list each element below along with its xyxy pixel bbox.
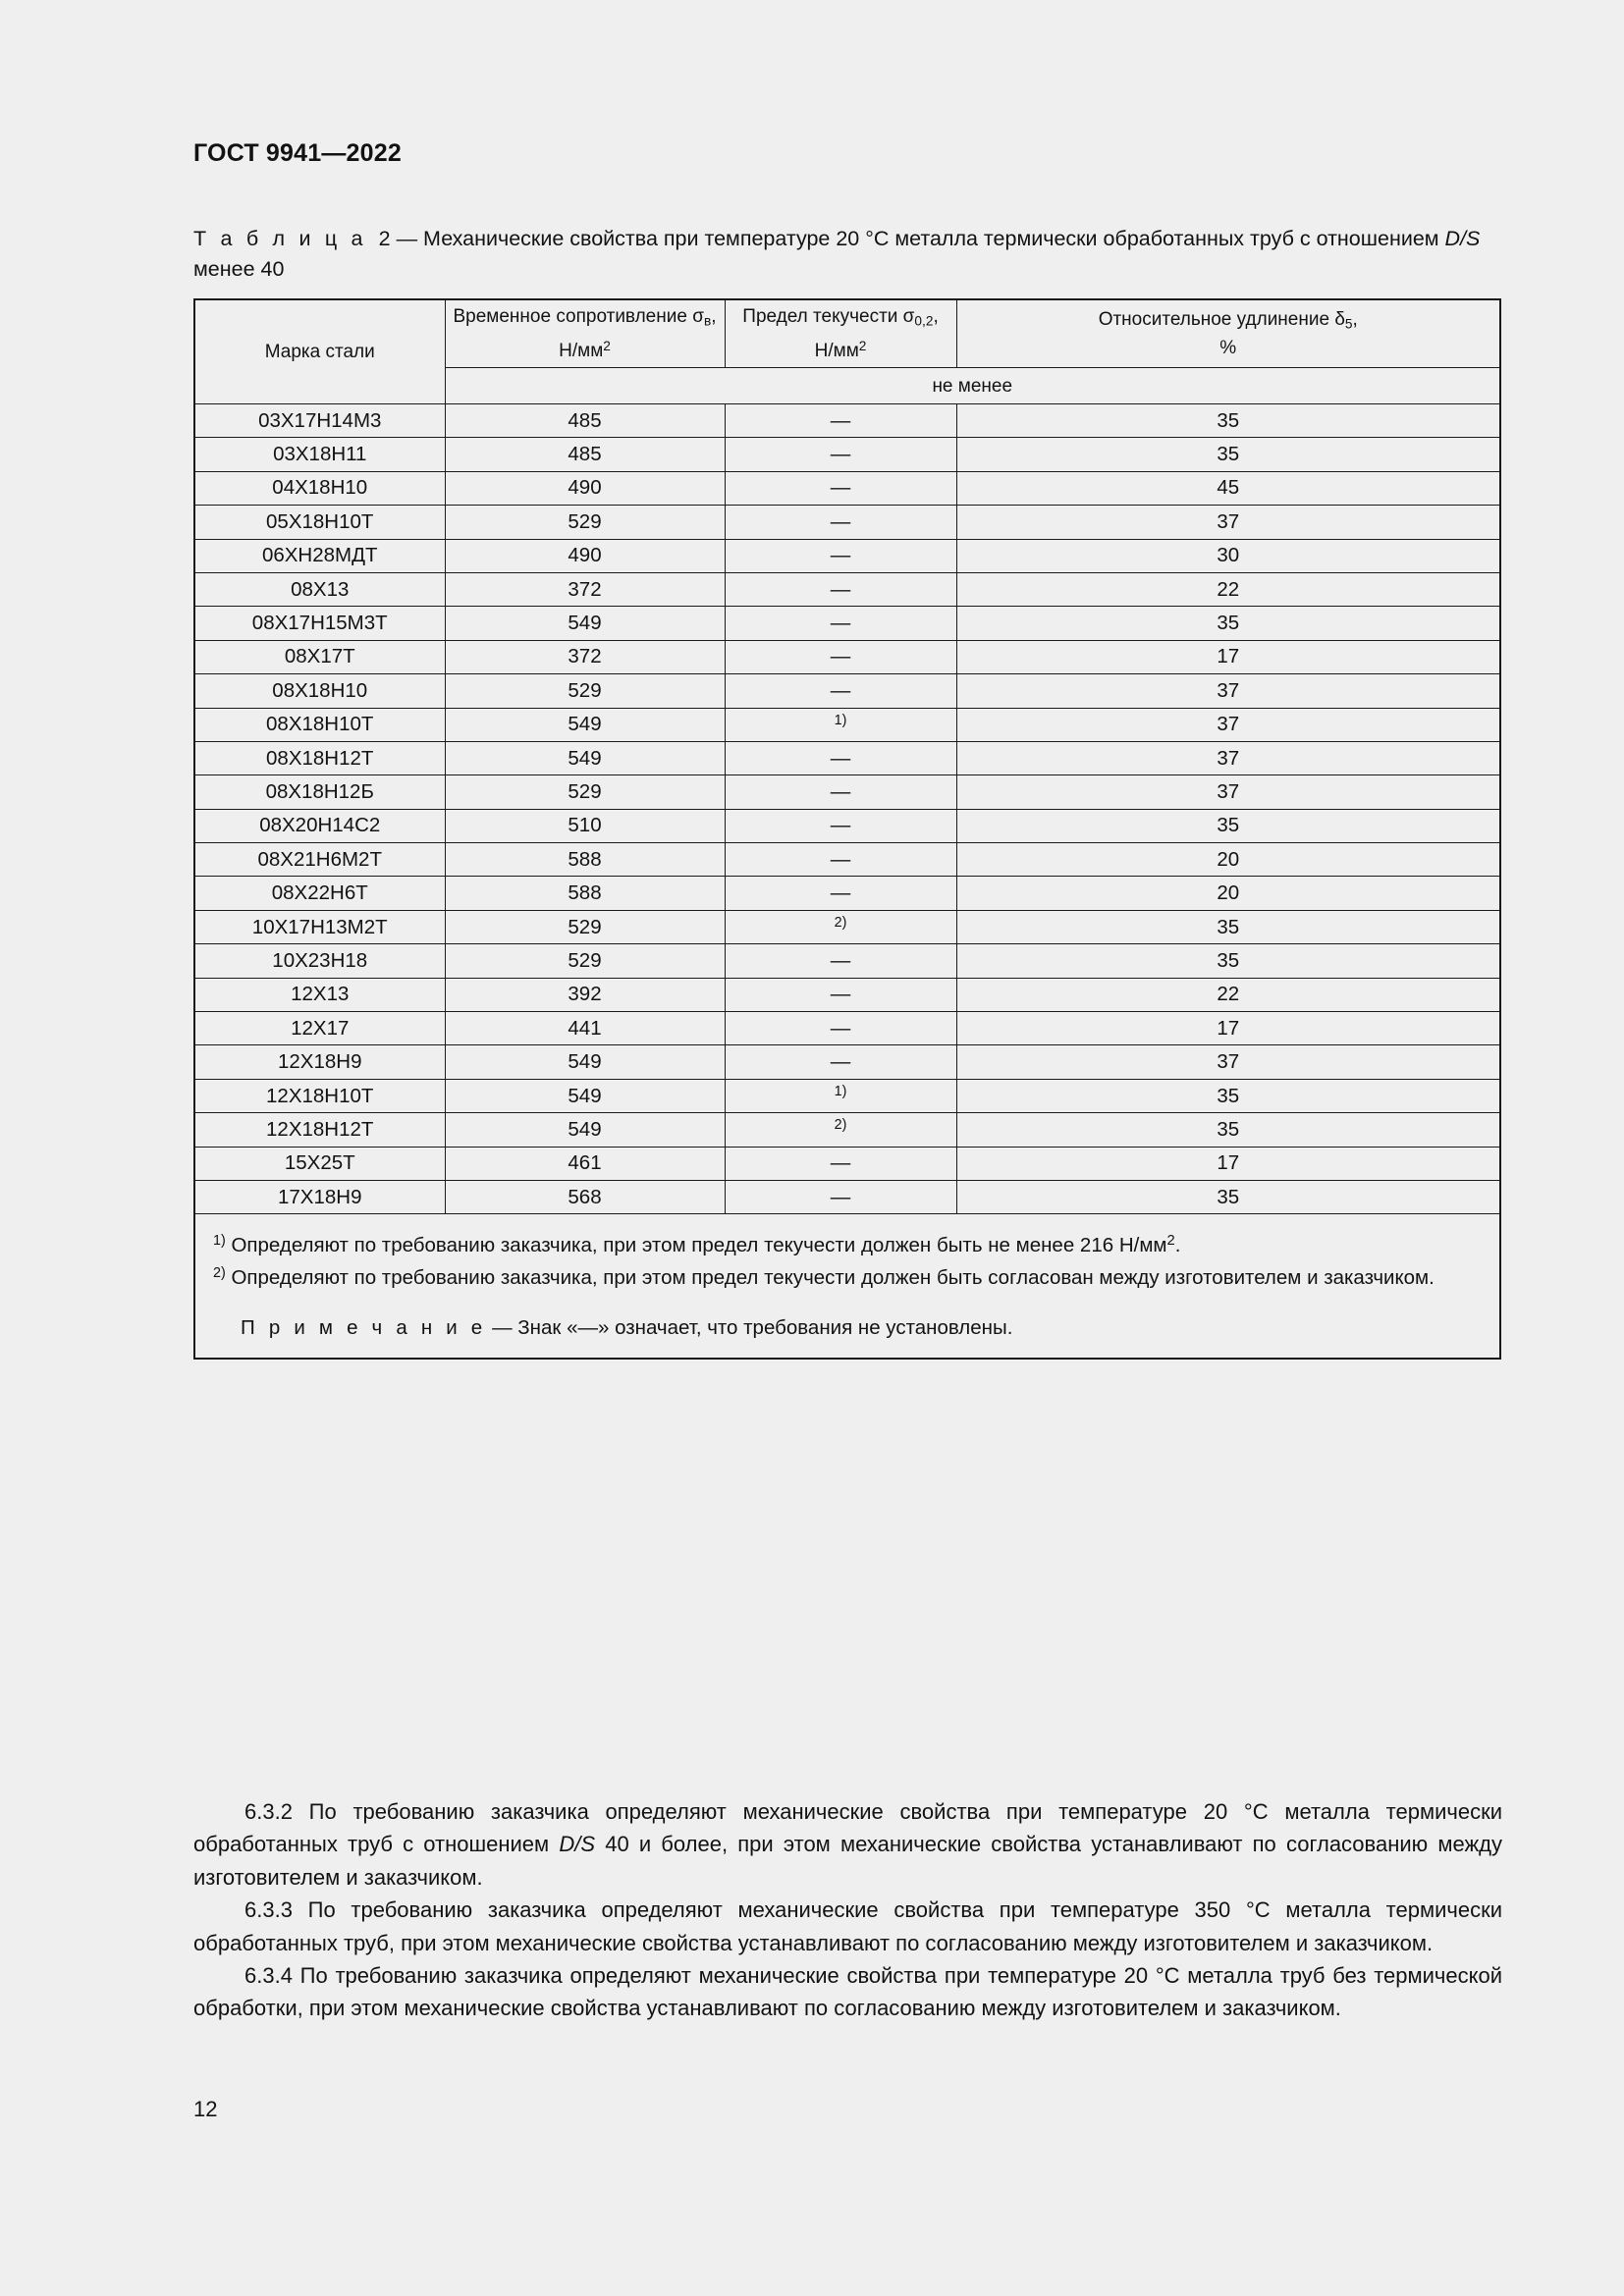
footnote-1-text: Определяют по требованию заказчика, при этом предел текучести должен быть не менее 216 Н/мм xyxy=(225,1234,1167,1257)
mechanical-properties-table xyxy=(193,298,1501,1360)
cell-elongation: 17 xyxy=(956,1012,1500,1045)
table-row xyxy=(194,506,1500,539)
cell-yield-strength: — xyxy=(725,539,956,572)
cell-elongation: 35 xyxy=(956,404,1500,438)
table-row xyxy=(194,438,1500,471)
cell-elongation: 20 xyxy=(956,877,1500,910)
cell-yield-strength: — xyxy=(725,1045,956,1079)
table-caption-text-1: — Механические свойства при температуре 20 °С металла термически обработанных труб с отношением xyxy=(390,227,1445,250)
cell-elongation: 35 xyxy=(956,910,1500,943)
cell-steel-grade: 08Х18Н10 xyxy=(194,674,445,708)
body-paragraph: 6.3.4 По требованию заказчика определяют механические свойства при температуре 20 °С металла труб без термической обработки, при этом механические свойства устанавливают по согласованию между изготовителем и заказчиком. xyxy=(193,1963,1502,2021)
header-yield-subscript: 0,2 xyxy=(914,313,934,329)
cell-tensile-strength: 529 xyxy=(445,775,725,809)
cell-tensile-strength: 549 xyxy=(445,1045,725,1079)
table-footnotes-row xyxy=(194,1214,1500,1359)
cell-steel-grade: 08Х18Н10Т xyxy=(194,708,445,741)
footnote-2-text: Определяют по требованию заказчика, при этом предел текучести должен быть согласован между изготовителем и заказчиком. xyxy=(225,1266,1435,1290)
header-tensile-units: Н/мм xyxy=(559,340,604,361)
cell-steel-grade: 08Х20Н14С2 xyxy=(194,809,445,842)
cell-tensile-strength: 372 xyxy=(445,572,725,606)
table-caption-number: 2 xyxy=(378,227,391,250)
header-elongation-label: Относительное удлинение δ xyxy=(1098,308,1345,330)
table-row xyxy=(194,539,1500,572)
body-paragraph: 6.3.2 По требованию заказчика определяют механические свойства при температуре 20 °С металла термически обработанных труб с отношением D/S 40 и более, при этом механические свойства устанавливают по согласованию между изготовителем и заказчиком. xyxy=(193,1799,1502,1890)
cell-steel-grade: 10Х23Н18 xyxy=(194,944,445,978)
footnote-1 xyxy=(213,1227,1482,1259)
cell-yield-strength: — xyxy=(725,944,956,978)
cell-yield-strength: — xyxy=(725,471,956,505)
header-steel-grade-label: Марка стали xyxy=(264,342,375,362)
cell-tensile-strength: 568 xyxy=(445,1180,725,1213)
table-row xyxy=(194,877,1500,910)
page-number: 12 xyxy=(193,2097,218,2121)
header-tensile-strength-label: Временное сопротивление σ xyxy=(453,306,704,328)
header-tensile-units-exponent: 2 xyxy=(603,338,611,353)
cell-tensile-strength: 461 xyxy=(445,1147,725,1180)
cell-tensile-strength: 441 xyxy=(445,1012,725,1045)
table-row xyxy=(194,674,1500,708)
table-row xyxy=(194,775,1500,809)
cell-tensile-strength: 549 xyxy=(445,1113,725,1147)
cell-tensile-strength: 392 xyxy=(445,978,725,1011)
cell-yield-footnote-ref: 1) xyxy=(834,712,847,728)
cell-tensile-strength: 529 xyxy=(445,910,725,943)
cell-steel-grade: 17Х18Н9 xyxy=(194,1180,445,1213)
header-tensile-subscript: в xyxy=(703,313,712,329)
cell-elongation: 37 xyxy=(956,674,1500,708)
cell-elongation: 35 xyxy=(956,1113,1500,1147)
cell-tensile-strength: 490 xyxy=(445,471,725,505)
cell-elongation: 30 xyxy=(956,539,1500,572)
cell-yield-strength: — xyxy=(725,809,956,842)
cell-steel-grade: 08Х18Н12Т xyxy=(194,741,445,774)
header-yield-strength-label: Предел текучести σ xyxy=(742,306,915,328)
cell-yield-strength xyxy=(725,1079,956,1112)
cell-elongation: 37 xyxy=(956,1045,1500,1079)
cell-yield-strength: — xyxy=(725,741,956,774)
header-not-less-than xyxy=(445,368,1500,404)
cell-yield-strength: — xyxy=(725,506,956,539)
cell-yield-strength: — xyxy=(725,640,956,673)
cell-yield-strength: — xyxy=(725,607,956,640)
cell-elongation: 22 xyxy=(956,572,1500,606)
cell-tensile-strength: 372 xyxy=(445,640,725,673)
cell-steel-grade: 08Х18Н12Б xyxy=(194,775,445,809)
cell-tensile-strength: 549 xyxy=(445,1079,725,1112)
cell-steel-grade: 08Х13 xyxy=(194,572,445,606)
table-row xyxy=(194,944,1500,978)
ratio-symbol: D/S xyxy=(559,1832,596,1857)
table-head xyxy=(194,299,1500,404)
table-caption-italic: D/S xyxy=(1444,227,1481,250)
cell-elongation: 35 xyxy=(956,1079,1500,1112)
table-note-label: П р и м е ч а н и е xyxy=(241,1316,487,1340)
cell-elongation: 35 xyxy=(956,438,1500,471)
table-row xyxy=(194,910,1500,943)
table-note-text: — Знак «—» означает, что требования не установлены. xyxy=(486,1316,1013,1340)
header-not-less-than-label: не менее xyxy=(932,375,1013,397)
header-tensile-comma: , xyxy=(711,306,717,328)
table-caption-prefix: Т а б л и ц а xyxy=(193,227,367,250)
header-elongation xyxy=(956,299,1500,368)
cell-tensile-strength: 549 xyxy=(445,708,725,741)
cell-yield-strength: — xyxy=(725,1180,956,1213)
cell-yield-strength xyxy=(725,1113,956,1147)
cell-steel-grade: 03Х17Н14М3 xyxy=(194,404,445,438)
table-row xyxy=(194,1012,1500,1045)
cell-steel-grade: 10Х17Н13М2Т xyxy=(194,910,445,943)
header-tensile-strength xyxy=(445,299,725,368)
header-elongation-subscript: 5 xyxy=(1344,316,1353,332)
cell-tensile-strength: 588 xyxy=(445,843,725,877)
table-row xyxy=(194,843,1500,877)
cell-steel-grade: 08Х17Н15М3Т xyxy=(194,607,445,640)
cell-elongation: 17 xyxy=(956,640,1500,673)
cell-tensile-strength: 549 xyxy=(445,607,725,640)
cell-steel-grade: 12Х18Н12Т xyxy=(194,1113,445,1147)
cell-tensile-strength: 510 xyxy=(445,809,725,842)
cell-tensile-strength: 485 xyxy=(445,404,725,438)
cell-tensile-strength: 529 xyxy=(445,944,725,978)
body-paragraphs xyxy=(193,1795,1502,2025)
cell-yield-strength: — xyxy=(725,404,956,438)
mechanical-properties-table-wrapper xyxy=(193,298,1499,1360)
cell-steel-grade: 04Х18Н10 xyxy=(194,471,445,505)
table-row xyxy=(194,572,1500,606)
header-elongation-comma: , xyxy=(1352,308,1358,330)
cell-yield-strength: — xyxy=(725,438,956,471)
cell-yield-strength xyxy=(725,910,956,943)
header-yield-units: Н/мм xyxy=(814,340,859,361)
cell-elongation: 35 xyxy=(956,809,1500,842)
cell-elongation: 37 xyxy=(956,506,1500,539)
cell-tensile-strength: 588 xyxy=(445,877,725,910)
cell-tensile-strength: 549 xyxy=(445,741,725,774)
table-footnotes-cell xyxy=(194,1214,1500,1359)
cell-yield-strength: — xyxy=(725,1012,956,1045)
table-row xyxy=(194,1180,1500,1213)
table-caption xyxy=(193,224,1509,285)
cell-elongation: 37 xyxy=(956,775,1500,809)
table-row xyxy=(194,978,1500,1011)
cell-yield-footnote-ref: 2) xyxy=(834,1117,847,1134)
cell-elongation: 22 xyxy=(956,978,1500,1011)
cell-yield-strength xyxy=(725,708,956,741)
cell-elongation: 35 xyxy=(956,944,1500,978)
cell-yield-strength: — xyxy=(725,1147,956,1180)
table-row xyxy=(194,741,1500,774)
table-row xyxy=(194,1113,1500,1147)
cell-elongation: 37 xyxy=(956,708,1500,741)
table-row xyxy=(194,471,1500,505)
table-row xyxy=(194,809,1500,842)
cell-steel-grade: 15Х25Т xyxy=(194,1147,445,1180)
cell-elongation: 20 xyxy=(956,843,1500,877)
header-elongation-units: % xyxy=(1219,338,1237,359)
cell-steel-grade: 08Х22Н6Т xyxy=(194,877,445,910)
cell-steel-grade: 05Х18Н10Т xyxy=(194,506,445,539)
cell-elongation: 35 xyxy=(956,607,1500,640)
footnote-2 xyxy=(213,1259,1482,1292)
table-row xyxy=(194,640,1500,673)
cell-yield-footnote-ref: 2) xyxy=(834,915,847,932)
header-steel-grade xyxy=(194,299,445,404)
table-row xyxy=(194,607,1500,640)
cell-yield-strength: — xyxy=(725,978,956,1011)
table-note xyxy=(213,1313,1482,1342)
cell-steel-grade: 12Х13 xyxy=(194,978,445,1011)
cell-tensile-strength: 529 xyxy=(445,674,725,708)
table-row xyxy=(194,404,1500,438)
table-row xyxy=(194,1079,1500,1112)
cell-yield-strength: — xyxy=(725,877,956,910)
header-yield-comma: , xyxy=(933,306,939,328)
table-row xyxy=(194,708,1500,741)
cell-steel-grade: 06ХН28МДТ xyxy=(194,539,445,572)
cell-elongation: 35 xyxy=(956,1180,1500,1213)
cell-elongation: 37 xyxy=(956,741,1500,774)
cell-steel-grade: 08Х17Т xyxy=(194,640,445,673)
cell-yield-strength: — xyxy=(725,572,956,606)
cell-tensile-strength: 490 xyxy=(445,539,725,572)
cell-yield-footnote-ref: 1) xyxy=(834,1084,847,1100)
footnote-2-marker: 2) xyxy=(213,1265,226,1282)
table-foot xyxy=(194,1214,1500,1359)
body-paragraph: 6.3.3 По требованию заказчика определяют механические свойства при температуре 350 °С металла термически обработанных труб, при этом механические свойства устанавливают по согласованию между изготовителем и заказчиком. xyxy=(193,1897,1502,1955)
footnote-1-exponent: 2 xyxy=(1166,1233,1175,1250)
footnote-1-marker: 1) xyxy=(213,1233,226,1250)
standard-header: ГОСТ 9941—2022 xyxy=(193,139,402,167)
cell-elongation: 17 xyxy=(956,1147,1500,1180)
cell-steel-grade: 03Х18Н11 xyxy=(194,438,445,471)
table-header-row-1 xyxy=(194,299,1500,368)
cell-steel-grade: 08Х21Н6М2Т xyxy=(194,843,445,877)
cell-steel-grade: 12Х17 xyxy=(194,1012,445,1045)
cell-yield-strength: — xyxy=(725,674,956,708)
table-body xyxy=(194,404,1500,1214)
header-yield-strength xyxy=(725,299,956,368)
footnote-1-period: . xyxy=(1174,1234,1181,1257)
cell-yield-strength: — xyxy=(725,775,956,809)
table-caption-text-2: менее 40 xyxy=(193,257,285,281)
cell-yield-strength: — xyxy=(725,843,956,877)
cell-elongation: 45 xyxy=(956,471,1500,505)
table-row xyxy=(194,1045,1500,1079)
cell-steel-grade: 12Х18Н9 xyxy=(194,1045,445,1079)
cell-tensile-strength: 485 xyxy=(445,438,725,471)
cell-steel-grade: 12Х18Н10Т xyxy=(194,1079,445,1112)
header-yield-units-exponent: 2 xyxy=(858,338,867,353)
table-row xyxy=(194,1147,1500,1180)
cell-tensile-strength: 529 xyxy=(445,506,725,539)
